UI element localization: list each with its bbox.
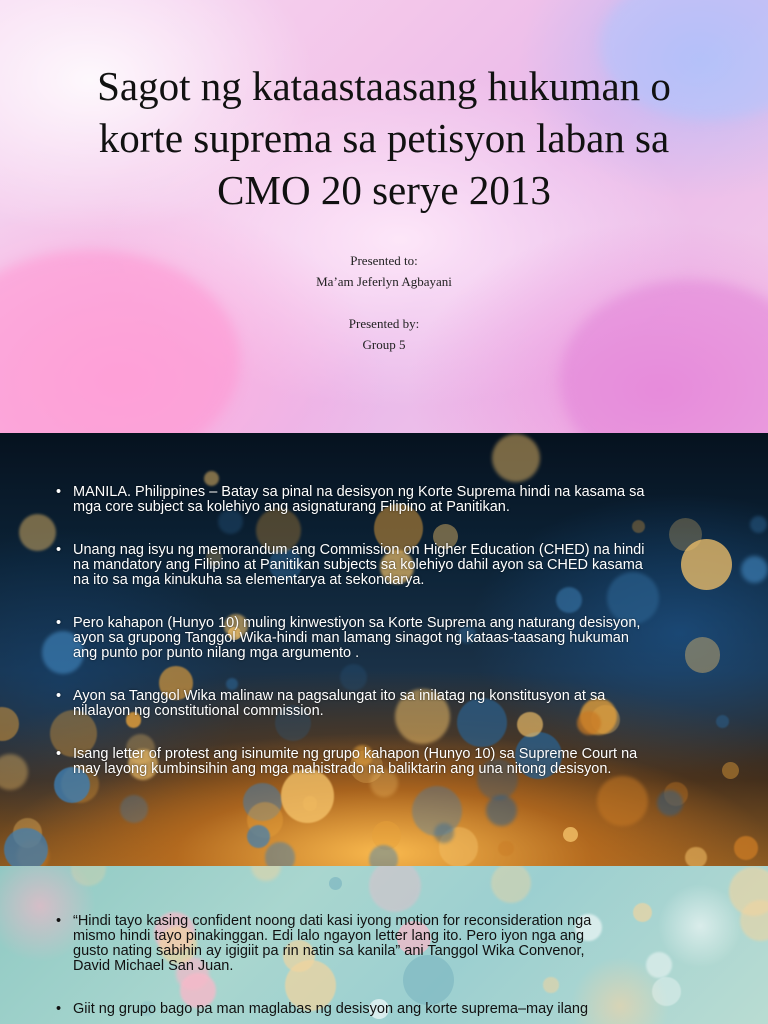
title-line: korte suprema sa petisyon laban sa bbox=[98, 115, 670, 161]
bullet-glyph: • bbox=[56, 746, 62, 762]
bokeh-dot bbox=[247, 825, 270, 848]
presented-by-label: Presented by: bbox=[348, 316, 420, 331]
bullet-line: ayon sa grupong Tanggol Wika-hindi man lamang sinagot ng kataas-taasang hukuman bbox=[73, 630, 629, 646]
bokeh-dot bbox=[685, 847, 707, 866]
bullet-item bbox=[56, 1002, 718, 1017]
bokeh-dot bbox=[0, 754, 28, 791]
bullet-glyph: • bbox=[56, 542, 62, 558]
presented-to-name: Ma’am Jeferlyn Agbayani bbox=[316, 274, 452, 289]
bullet-line: ang punto por punto nilang mga argumento . bbox=[73, 645, 360, 661]
bokeh-dot bbox=[4, 828, 48, 867]
bullet-line: Unang nag isyu ng memorandum ang Commission on Higher Education (CHED) na hindi bbox=[73, 542, 645, 558]
bullet-line: gusto nating sabihin ay igigiit pa rin natin sa kanila” ani Tanggol Wika Convenor, bbox=[73, 943, 585, 959]
bullet-line: mga core subject sa kolehiyo ang asignaturang Filipino at Panitikan. bbox=[73, 499, 510, 515]
bullet-glyph: • bbox=[56, 688, 62, 704]
bokeh-dot bbox=[734, 836, 758, 860]
bokeh-dot bbox=[369, 866, 421, 912]
bullet-item bbox=[56, 914, 718, 974]
bokeh-dot bbox=[741, 556, 768, 583]
bokeh-dot bbox=[740, 900, 768, 941]
bokeh-dot bbox=[265, 842, 296, 866]
bokeh-dot bbox=[71, 866, 107, 886]
title-line: Sagot ng kataastaasang hukuman o bbox=[97, 63, 671, 109]
background-petal bbox=[560, 280, 768, 433]
bullet-glyph: • bbox=[56, 484, 62, 500]
bokeh-dot bbox=[657, 790, 683, 816]
bullet-line: Pero kahapon (Hunyo 10) muling kinwestiyon sa Korte Suprema ang naturang desisyon, bbox=[73, 615, 641, 631]
bullet-glyph: • bbox=[56, 615, 62, 631]
presented-to-label: Presented to: bbox=[350, 253, 418, 268]
bokeh-dot bbox=[0, 707, 19, 741]
bullet-line: David Michael San Juan. bbox=[73, 958, 234, 974]
bullet-glyph: • bbox=[56, 1001, 62, 1017]
bullet-item bbox=[56, 747, 718, 777]
bokeh-dot bbox=[597, 776, 648, 827]
bokeh-dot bbox=[492, 434, 541, 483]
title-line: CMO 20 serye 2013 bbox=[217, 167, 551, 213]
bokeh-dot bbox=[120, 795, 148, 823]
news-slide bbox=[0, 433, 768, 866]
bullet-line: MANILA. Philippines – Batay sa pinal na desisyon ng Korte Suprema hindi na kasama sa bbox=[73, 484, 645, 500]
bokeh-dot bbox=[251, 866, 281, 881]
bullet-item bbox=[56, 689, 718, 719]
bokeh-dot bbox=[491, 866, 531, 903]
bullet-line: may layong kumbinsihin ang mga mahistrado na baliktarin ang una nitong desisyon. bbox=[73, 761, 612, 777]
presented-by-name: Group 5 bbox=[362, 337, 406, 352]
bokeh-dot bbox=[750, 516, 767, 533]
title-slide bbox=[0, 0, 768, 433]
bullet-line: Isang letter of protest ang isinumite ng grupo kahapon (Hunyo 10) sa Supreme Court na bbox=[73, 746, 638, 762]
bullet-item bbox=[56, 543, 718, 588]
bullet-list bbox=[56, 485, 718, 777]
bokeh-dot bbox=[722, 762, 739, 779]
bullet-list bbox=[56, 914, 718, 1017]
bokeh-dot bbox=[329, 877, 342, 890]
bullet-line: nilalayon ng constitutional commission. bbox=[73, 703, 324, 719]
bullet-glyph: • bbox=[56, 913, 62, 929]
bullet-line: Ayon sa Tanggol Wika malinaw na pagsalungat ito sa inilatag ng konstitusyon at sa bbox=[73, 688, 606, 704]
bullet-item bbox=[56, 485, 718, 515]
quote-slide bbox=[0, 866, 768, 1024]
bullet-line: mismo hindi tayo pinakinggan. Edi lalo ngayon letter lang ito. Pero iyon nga ang bbox=[73, 928, 585, 944]
bullet-line: “Hindi tayo kasing confident noong dati kasi iyong motion for reconsideration nga bbox=[73, 913, 592, 929]
bullet-item bbox=[56, 616, 718, 661]
bokeh-dot bbox=[19, 514, 56, 551]
bullet-line: na ito sa mga kinukuha sa elementarya at sekondarya. bbox=[73, 572, 425, 588]
bokeh-dot bbox=[486, 795, 518, 827]
bullet-line: Giit ng grupo bago pa man maglabas ng desisyon ang korte suprema–may ilang bbox=[73, 1001, 589, 1017]
bullet-line: na mandatory ang Filipino at Panitikan subjects sa kolehiyo dahil ayon sa CHED kasama bbox=[73, 557, 643, 573]
bokeh-dot bbox=[498, 841, 514, 857]
bokeh-dot bbox=[563, 827, 578, 842]
slide-title bbox=[20, 60, 748, 216]
